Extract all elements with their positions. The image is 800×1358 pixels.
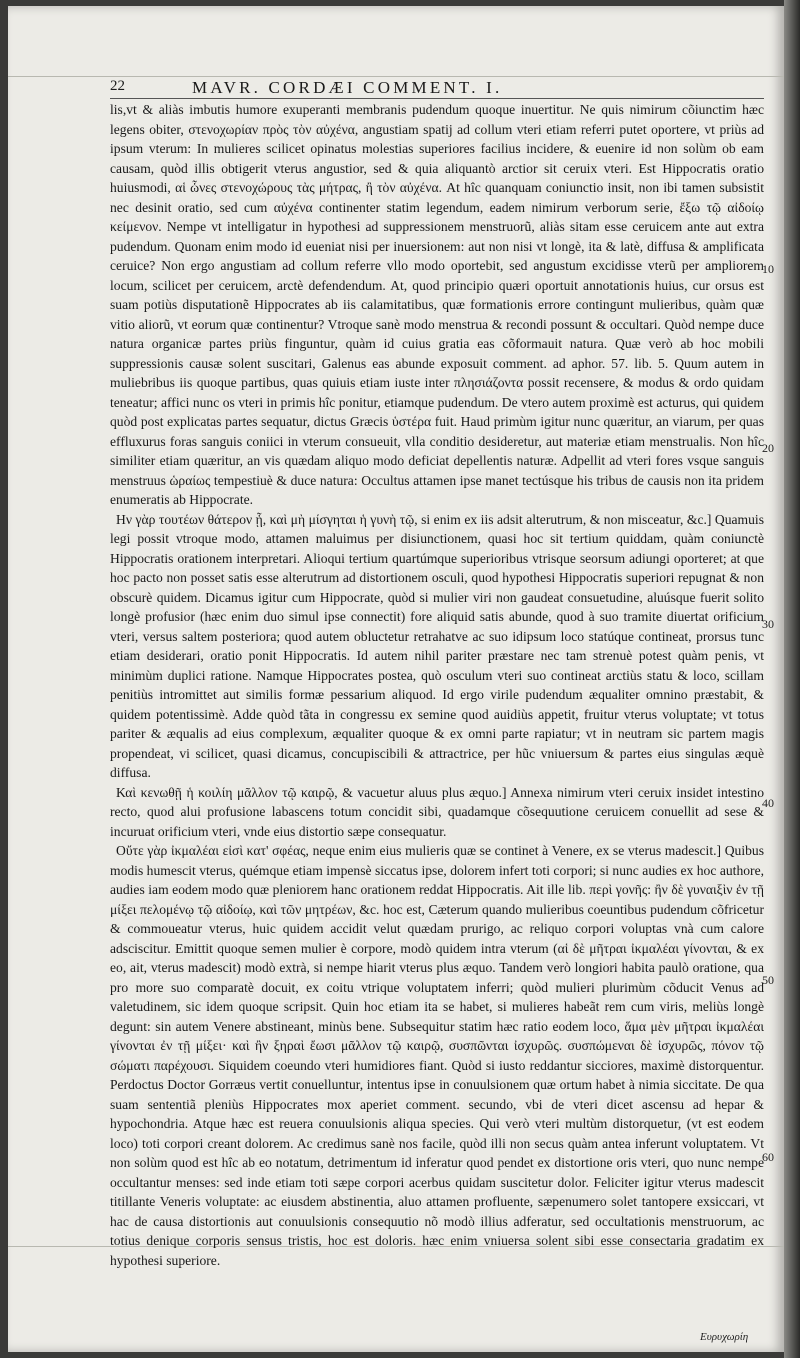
paragraph: Ην γὰρ τουτέων θάτερον ᾖ, καὶ μὴ μίσγηται ἡ γυνὴ τῷ, si enim ex iis adsit alterutrum, & non misceatur, &c.] Quamuis legi possit vtroque modo, attamen maluimus per disiunctionem, quasi hoc sit tertium quiddam, quàm coniunctè Hippocratis orationem interpretari. Alioqui tertium quartúmque superioribus vtrisque seorsum adiungi oporteret; at que hoc pacto non posset satis esse alterutrum ad distortionem osculi, quod hypothesi Hippocratis superiori repugnat & non obscurè quidem. Dicamus igitur cum Hippocrate, quòd si mulier viri non gaudeat consuetudine, aluúsque fuerit solito longè profusior (hæc enim duo simul ipse connectit) fore aliquid satis abunde, quod à suo tramite diuertat orificium vteri, versus saltem posteriora; quod autem obluctetur retrahatve ac suo idipsum loco statúque contineat, prorsus tunc etiam desiderari, oratio ponit Hippocratis. Id autem nihil pariter præstare nec tam strenuè potest quàm penis, vt minimùm duplici ratione. Namque Hippocrates postea, quò osculum vteri suo contineat arctiùs statu & loco, scillam penitiùs intromittet aut similis formæ pessarium aliquod. Id ergo virile pudendum æqualiter omnino præstabit, & quidem potentissimè. Adde quòd tãta in congressu ex semine quod auidiùs appetit, fruitur vterus voluptate; vt totus pariter & æqualis ad eius complexum, æqualiter quoque & ex omni parte rapiatur; vt in neutram sic partem magis propendeat, vi scilicet, quasi dicamus, concupiscibili & attractrice, per hũc vniuersum & partes eius singulas æquè diffusa. — [110, 511, 764, 780]
page-number: 22 — [110, 78, 125, 94]
paragraph: Οὔτε γὰρ ἰκμαλέαι εἰσὶ κατ' σφέας, neque enim eius mulieris quæ se continet à Venere, ex se vterus madescit.] Quibus modis humescit vterus, quémque etiam impensè siccatus ipse, dolorem infert toti corpori; si nunc audies ex hoc authore, audies iam eodem modo quæ pleniorem hanc orationem reddat Hippocratis. Ait ille lib. περὶ γονῆς: ἢν δὲ γυναιξὶν ἐν τῇ μίξει πελομένῳ τῷ αἰδοίῳ, καὶ τῶν μητρέων, &c. hoc est, Cæterum quando mulieribus coeuntibus pudendum cõfricetur & commoueatur vterus, huic quidem accidit velut quædam prurigo, ac reliquo corpori voluptas vnà cum calore adsciscitur. Emittit quoque semen mulier è corpore, modò quidem intra vterum (αἱ δὲ μῆτραι ἰκμαλέαι γίνονται, & ex eo, ait, vterus madescit) modò extrà, si nempe hiarit vterus plus æquo. Tandem verò longiori habita paulò oratione, qua pro more suo comparatè docuit, ex coitu vtrique voluptatem inferri; quòd mulieri plurimùm cõducit Venus ad valetudinem, sic idem quoque scripsit. Quin hoc etiam ita se habet, si mulieres habeãt rem cum viris, meliùs longè degunt: sin autem Venere abstineant, minùs bene. Subsequitur statim hæc ratio eodem loco, ἅμα μὲν μῆτραι ἰκμαλέαι γίνονται ἐν τῇ μίξει· καὶ ἢν ξηραὶ ἔωσι μᾶλλον τῷ καιρῷ, συσπῶνται ἰσχυρῶς. συσπώμεναι δὲ ἰσχυρῶς, πόνον τῷ σώματι παρέχουσι. Siquidem coeundo vteri humidiores fiant. Quòd si iusto reddantur sicciores, maximè distorquentur. Perdoctus Doctor Gorræus vertit conuelluntur, intentus ipse in conuulsionem quæ ortum habet à nimia siccitate. De qua suam sententiã pleniùs Hippocrates mox aperiet comment. secundo, vbi de vteri dicet ascensu ad hepar & hypochondria. Atque hæc est reuera conuulsionis aliqua species. Qui verò vteri multùm distorquetur, (vt est eodem loco) toti corpori creant dolorem. Ac credimus sanè nos facile, quòd illi non secus quàm antea inferunt voluptatem. Vt non solùm quod est hîc ab eo notatum, detrimentum id inferatur quod pendet ex distortione oris vteri, quo nunc nempe occultantur menses: sed inde etiam toti sæpe corpori acerbus quidam suscitetur dolor. Feliciter igitur vterus madescit titillante Veneris voluptate: ac eiusdem abstinentia, aluo attamen profluente, sæpenumero solet tantopere exsiccari, vt hac de causa distortionis aut conuulsionis consequutio nõ modò illius adferatur, sed occultationis menstruorum, ac totius denique corporis sensus tristis, hoc est doloris. hæc enim vniuersa solent sibi esse consectaria gradatim ex hypothesi superiore. — [110, 843, 764, 1268]
body-text — [110, 100, 764, 1270]
header-rule — [110, 98, 764, 99]
line-number: 60 — [762, 1150, 774, 1164]
running-title: MAVR. CORDÆI COMMENT. I. — [192, 78, 503, 97]
running-header — [110, 78, 770, 100]
catchword: Ευρυχωρίη — [700, 1331, 749, 1343]
margin-rule — [8, 76, 784, 77]
line-number: 50 — [762, 973, 774, 987]
paragraph: Καὶ κενωθῇ ἡ κοιλίη μᾶλλον τῷ καιρῷ, & vacuetur aluus plus æquo.] Annexa nimirum vteri ceruix insidet intestino recto, quod alui profusione labascens totum concidit sibi, quadamque cõsequutione ceruicem conuellit ad sese & incuruat orificium vteri, vnde eius distortio sæpe consequatur. — [110, 784, 764, 839]
line-number: 30 — [762, 617, 774, 631]
line-number: 40 — [762, 796, 774, 810]
page-edge-shadow — [784, 0, 800, 1358]
paragraph: lis,vt & aliàs imbutis humore exuperanti membranis pudendum quoque inuertitur. Ne quis nimirum cõiunctim hæc legens obiter, στενοχωρίαν πρὸς τὸν αὐχένα, angustiam spatij ad collum vteri etiam referri putet oportere, vt priùs ad ipsum vterum: In mulieres scilicet opinatus molestias superiores facilius incidere, & euenire id non solùm ob eam causam, quòd illis obtigerit vterus angustior, sed & quia aliquantò arctior sit ceruix vteri. Est Hippocratis oratio huiusmodi, αἱ ὧνες στενοχώρους τὰς μήτρας, ἢ τὸν αὐχένα. At hîc quanquam coniunctio insit, non ibi tamen subsistit nec desinit oratio, sed cum αὐχένα continenter statim legendum, eadem nimirum verborum serie, ἔξω τῷ αἰδοίῳ κείμενον. Nempe vt intelligatur in hypothesi ad suppressionem menstruorũ, aliàs sitam esse ceruicem ante aut extra pudendum. Quonam enim modo id eueniat nisi per inuersionem: aut non nisi vt longè, ita & latè, diffusa & amplificata ceruice? Non ergo angustiam ad collum referre vllo modo oportebit, sed angustum excidisse vterũ per ampliorem locum, scilicet per ceruicem, arctè defendendum. At, quod principio quæri oportuit annotationis huius, cur orsus est suam potiùs disputationẽ Hippocrates ab iis calamitatibus, quæ formationis errore contingunt mulieribus, quàm quæ vitio aliorũ, vt eorum quæ continentur? Vtroque sanè modo menstrua & recondi possunt & occultari. Quòd nempe duce natura organicæ partes priùs finguntur, quàm id cuius gratia eas cõformauit natura. Quæ verò ab hoc mobili suppressionis causæ solent suscitari, Galenus eas abunde exposuit comment. ad aphor. 57. lib. 5. Quum autem in muliebribus iis quoque partibus, quas quiuis etiam iuste inter πλησιάζοντα possit recensere, & modus & ordo quidam teneatur; affici nunc os vteri in primis hîc ponitur, etiamque pudendum. De vtero autem proximè est acturus, qui quidem quòd post explicatas partes sequatur, dictus Græcis ὑστέρα fuit. Haud primùm igitur nunc quæritur, an viarum, per quas effluxurus foras sanguis coniici in vterum consueuit, vlla conditio desideretur, aut materiæ etiam menstrualis. Non hîc similiter etiam quæritur, an vis quædam aliquo modo deficiat depellentis naturæ. Adpellit ad vteri fores vsque sanguis menstruus ὡραίως tempestiuè & duce natura: Occultus attamen ipse manet tectúsque his tribus de causis non ita pridem enumeratis ab Hippocrate. — [110, 102, 764, 507]
line-number: 10 — [762, 262, 774, 276]
line-number: 20 — [762, 441, 774, 455]
